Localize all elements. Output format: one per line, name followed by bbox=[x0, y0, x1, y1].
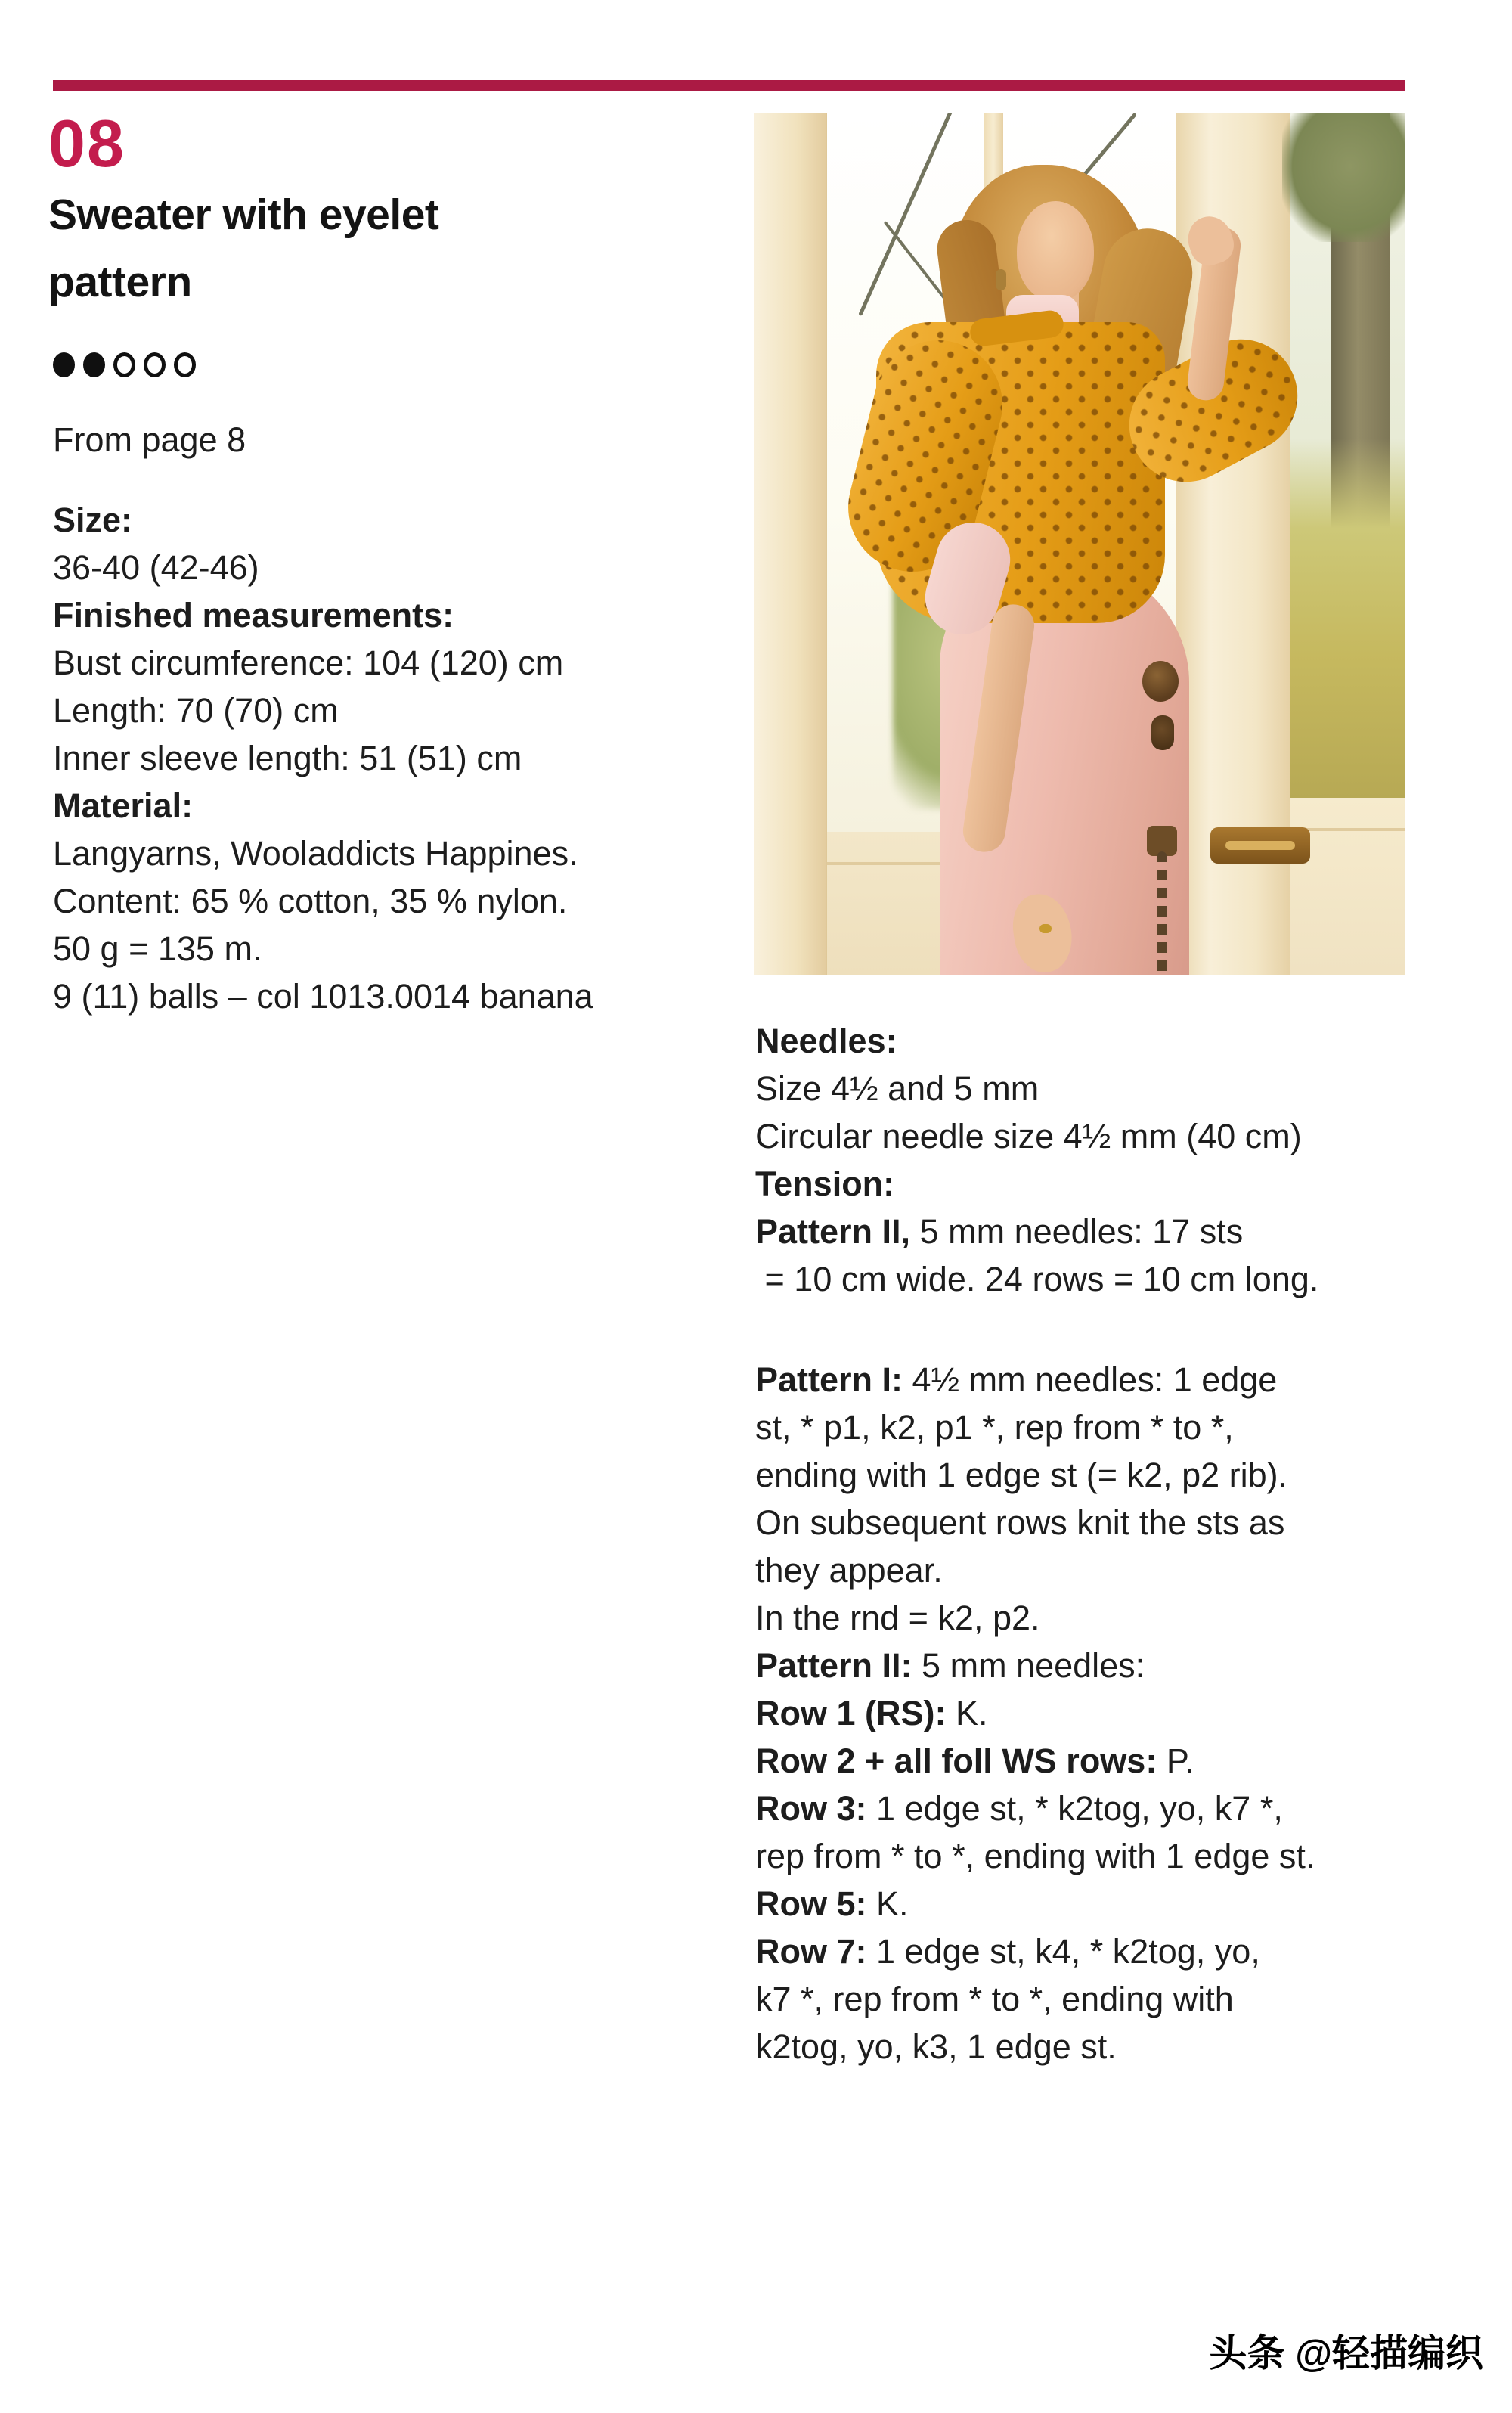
line-text: ending with 1 edge st (= k2, p2 rib). bbox=[755, 1456, 1288, 1494]
door-window-right bbox=[1290, 113, 1405, 798]
text-line bbox=[755, 1737, 1473, 1785]
line-text: 4½ mm needles: 1 edge bbox=[903, 1360, 1278, 1399]
line-text: 50 g = 135 m. bbox=[53, 929, 262, 968]
line-text: On subsequent rows knit the sts as bbox=[755, 1503, 1285, 1542]
text-line bbox=[53, 734, 733, 782]
pattern-instructions-column bbox=[755, 1356, 1473, 2070]
text-line bbox=[755, 1689, 1473, 1737]
text-line bbox=[53, 687, 733, 734]
line-label: Pattern II, bbox=[755, 1212, 911, 1251]
line-label: Row 3: bbox=[755, 1789, 867, 1828]
text-line bbox=[53, 639, 733, 687]
accent-divider-bar bbox=[53, 80, 1405, 91]
door-chain bbox=[1157, 851, 1167, 975]
line-text: = 10 cm wide. 24 rows = 10 cm long. bbox=[755, 1260, 1319, 1298]
difficulty-dot bbox=[144, 352, 166, 377]
line-label: Row 2 + all foll WS rows: bbox=[755, 1742, 1157, 1780]
text-line bbox=[755, 2023, 1473, 2070]
door-frame-left bbox=[754, 113, 827, 975]
line-text: Content: 65 % cotton, 35 % nylon. bbox=[53, 882, 568, 920]
text-line bbox=[755, 1880, 1473, 1928]
tree-canopy bbox=[1282, 113, 1405, 242]
latch-slot bbox=[1225, 841, 1295, 850]
line-text: Bust circumference: 104 (120) cm bbox=[53, 644, 564, 682]
model-photo bbox=[754, 113, 1405, 975]
text-line bbox=[755, 1975, 1473, 2023]
text-line bbox=[53, 925, 733, 972]
size-material-column bbox=[53, 496, 733, 1020]
text-line bbox=[53, 496, 733, 544]
line-label: Finished measurements: bbox=[53, 596, 454, 634]
difficulty-dot bbox=[174, 352, 196, 377]
text-line bbox=[755, 1356, 1473, 1403]
line-label: Row 7: bbox=[755, 1932, 867, 1971]
line-text: they appear. bbox=[755, 1551, 943, 1590]
line-label: Row 5: bbox=[755, 1884, 867, 1923]
text-line bbox=[53, 782, 733, 830]
text-line bbox=[755, 1785, 1473, 1832]
page-title: Sweater with eyelet pattern bbox=[48, 191, 439, 306]
pattern-number: 08 bbox=[48, 106, 125, 181]
text-line bbox=[755, 1160, 1473, 1208]
line-text: 9 (11) balls – col 1013.0014 banana bbox=[53, 977, 593, 1016]
sunlit-garden bbox=[1290, 439, 1405, 798]
line-text: st, * p1, k2, p1 *, rep from * to *, bbox=[755, 1408, 1234, 1447]
difficulty-dot bbox=[113, 352, 135, 377]
line-text: Langyarns, Wooladdicts Happines. bbox=[53, 834, 578, 873]
line-text: k7 *, rep from * to *, ending with bbox=[755, 1980, 1234, 2018]
text-line bbox=[755, 1642, 1473, 1689]
branch-silhouette bbox=[858, 113, 954, 316]
text-line bbox=[53, 830, 733, 877]
text-line bbox=[53, 544, 733, 591]
watermark: 头条 @轻描编织 bbox=[1209, 2332, 1483, 2374]
text-line bbox=[755, 1594, 1473, 1642]
door-knob bbox=[1142, 661, 1179, 702]
difficulty-rating bbox=[53, 352, 196, 377]
needles-tension-column bbox=[755, 1017, 1473, 1303]
door-keyhole bbox=[1151, 715, 1174, 750]
line-text: In the rnd = k2, p2. bbox=[755, 1599, 1040, 1637]
text-line bbox=[755, 1065, 1473, 1112]
line-label: Tension: bbox=[755, 1165, 895, 1203]
text-line bbox=[755, 1832, 1473, 1880]
line-text: 5 mm needles: 17 sts bbox=[910, 1212, 1244, 1251]
text-line bbox=[755, 1208, 1473, 1255]
earring bbox=[996, 269, 1006, 290]
from-page-reference: From page 8 bbox=[53, 420, 246, 459]
text-line bbox=[755, 1017, 1473, 1065]
line-label: Size: bbox=[53, 501, 133, 539]
text-line bbox=[755, 1928, 1473, 1975]
line-text: Size 4½ and 5 mm bbox=[755, 1069, 1040, 1108]
text-line bbox=[755, 1403, 1473, 1451]
text-line bbox=[755, 1451, 1473, 1499]
line-text: P. bbox=[1157, 1742, 1194, 1780]
line-text: rep from * to *, ending with 1 edge st. bbox=[755, 1837, 1315, 1875]
difficulty-dot bbox=[53, 352, 75, 377]
model-face bbox=[1017, 201, 1094, 301]
line-label: Pattern I: bbox=[755, 1360, 903, 1399]
line-text: 1 edge st, k4, * k2tog, yo, bbox=[866, 1932, 1260, 1971]
text-line bbox=[755, 1112, 1473, 1160]
line-text: Circular needle size 4½ mm (40 cm) bbox=[755, 1117, 1302, 1155]
line-text: K. bbox=[866, 1884, 909, 1923]
brass-latch bbox=[1210, 827, 1310, 864]
line-label: Material: bbox=[53, 786, 194, 825]
text-line bbox=[755, 1546, 1473, 1594]
text-line bbox=[755, 1499, 1473, 1546]
line-text: Length: 70 (70) cm bbox=[53, 691, 339, 730]
line-label: Needles: bbox=[755, 1022, 897, 1060]
line-text: 1 edge st, * k2tog, yo, k7 *, bbox=[866, 1789, 1283, 1828]
text-line bbox=[53, 877, 733, 925]
line-text: 5 mm needles: bbox=[912, 1646, 1145, 1685]
line-text: Inner sleeve length: 51 (51) cm bbox=[53, 739, 522, 777]
text-line bbox=[755, 1255, 1473, 1303]
text-line bbox=[53, 591, 733, 639]
line-label: Row 1 (RS): bbox=[755, 1694, 947, 1732]
difficulty-dot bbox=[83, 352, 105, 377]
line-text: k2tog, yo, k3, 1 edge st. bbox=[755, 2027, 1117, 2066]
text-line bbox=[53, 972, 733, 1020]
door-lower-panel bbox=[1290, 798, 1405, 975]
line-label: Pattern II: bbox=[755, 1646, 912, 1685]
gold-ring bbox=[1040, 924, 1052, 933]
line-text: 36-40 (42-46) bbox=[53, 548, 259, 587]
line-text: K. bbox=[946, 1694, 988, 1732]
